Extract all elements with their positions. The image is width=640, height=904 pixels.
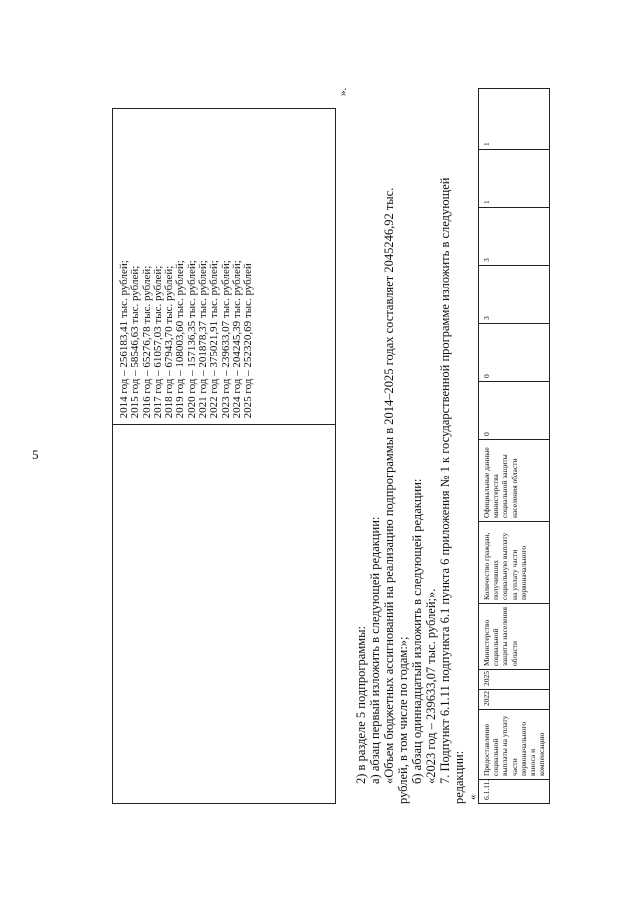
year-line-2024: 2024 год – 204245,39 тыс. рублей;: [230, 260, 243, 419]
year-line-2017: 2017 год – 61057,03 тыс. рублей;: [151, 265, 164, 419]
year-line-2023: 2023 год – 239633,07 тыс. рублей;: [219, 260, 232, 419]
year-line-2014: 2014 год – 256183,41 тыс. рублей;: [118, 260, 130, 419]
subitem-name: Предоставление социальной выплаты на уплату части первоначального взноса и компенсацию: [479, 710, 550, 780]
subitem-value-6: 1: [479, 89, 550, 150]
subitem-executor: Министерство социальной защиты населения области: [479, 604, 550, 670]
budget-table-left-cell: [113, 425, 336, 804]
subitem-end-year: 2025: [479, 670, 550, 690]
opening-quote-mark: «: [467, 794, 479, 800]
subitem-indicator: Количество граждан, получивших социальную выплату на уплату части первоначального: [479, 522, 550, 604]
year-line-2025: 2025 год – 252320,69 тыс. рублей: [242, 263, 255, 419]
subitem-value-3: 3: [479, 266, 550, 324]
year-line-2018: 2018 год – 67943,70 тыс. рублей;: [163, 265, 176, 419]
paragraph-section-5: 2) в разделе 5 подпрограммы:: [354, 625, 368, 784]
subitem-value-4: 3: [479, 208, 550, 266]
budget-years-table: [112, 108, 336, 804]
year-line-2015: 2015 год – 58546,63 тыс. рублей;: [129, 265, 142, 419]
subitem-number: 6.1.11.: [479, 780, 550, 804]
year-line-2016: 2016 год – 65276,78 тыс. рублей;: [140, 265, 153, 419]
paragraph-item-7-cont: редакции:: [452, 750, 466, 804]
year-line-2020: 2020 год – 157136,35 тыс. рублей;: [185, 260, 198, 419]
year-line-2019: 2019 год – 108003,60 тыс. рублей;: [174, 260, 187, 419]
paragraph-item-7: 7. Подпункт 6.1.11 подпункта 6.1 пункта 6 приложения № 1 к государственной программе изложить в следующей: [438, 177, 452, 784]
year-line-2021: 2021 год – 201878,37 тыс. рублей;: [197, 260, 210, 419]
subitem-value-5: 1: [479, 150, 550, 208]
closing-quote-mark: ».: [337, 87, 349, 96]
paragraph-abzac-11: б) абзац одиннадцатый изложить в следующей редакции:: [410, 478, 424, 784]
subitem-source: Официальные данные министерства социальной защиты населения области: [479, 440, 550, 522]
subitem-value-1: 0: [479, 382, 550, 440]
subitem-table: [478, 88, 550, 804]
paragraph-2023-value: «2023 год – 239633,07 тыс. рублей;».: [424, 588, 438, 784]
subitem-value-2: 0: [479, 324, 550, 382]
page-number: 5: [32, 447, 39, 462]
paragraph-budget-total: «Объем бюджетных ассигнований на реализацию подпрограммы в 2014–2025 годах составляет 2045246,92 тыс.: [382, 187, 396, 784]
subitem-start-year: 2022: [479, 690, 550, 710]
year-line-2022: 2022 год – 375021,91 тыс. рублей;: [208, 260, 221, 419]
budget-years-cell: [113, 109, 336, 425]
paragraph-budget-total-cont: рублей, в том числе по годам:»;: [396, 636, 410, 804]
paragraph-abzac-1: а) абзац первый изложить в следующей редакции:: [368, 516, 382, 784]
